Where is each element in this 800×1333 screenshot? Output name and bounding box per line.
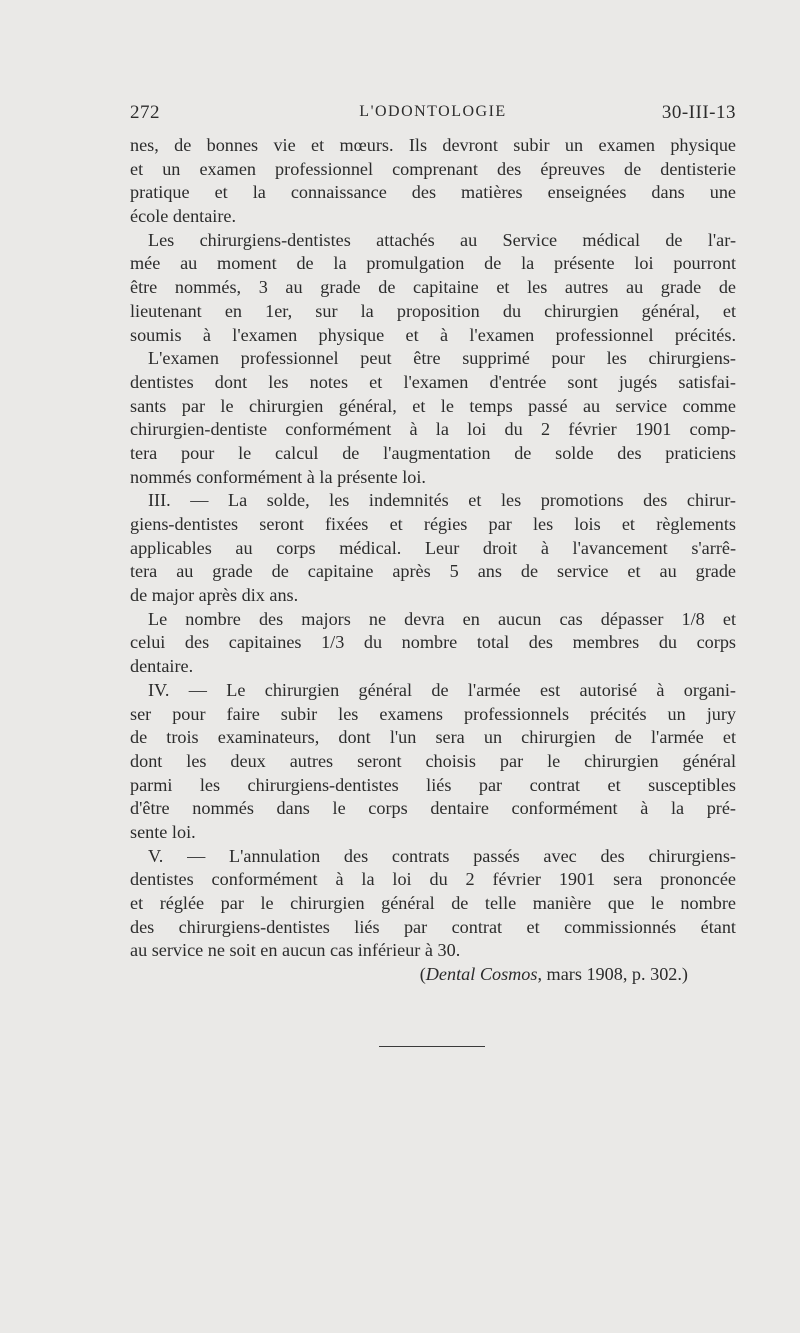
running-head (130, 102, 736, 128)
text-line: tera au grade de capitaine après 5 ans de service et au grade (130, 561, 736, 582)
text-line: soumis à l'examen physique et à l'examen professionnel précités. (130, 324, 736, 345)
text-line: de major après dix ans. (130, 585, 299, 606)
citation-journal: Dental (425, 964, 476, 985)
text-line: Les chirurgiens-dentistes attachés au Service médical de l'ar- (148, 229, 736, 250)
text-line: giens-dentistes seront fixées et régies par les lois et règlements (130, 514, 736, 534)
text-line: d'être nommés dans le corps dentaire conformément à la pré- (130, 798, 736, 819)
text-line: école dentaire. (130, 206, 237, 227)
article-body (130, 134, 736, 987)
text-line: tera pour le calcul de l'augmentation de solde des praticiens (130, 442, 736, 463)
text-line: applicables au corps médical. Leur droit à l'avancement s'arrê- (130, 537, 736, 558)
text-line: dentaire. (130, 656, 194, 677)
text-line: et un examen professionnel comprenant des épreuves de dentisterie (130, 158, 736, 179)
text-line: au service ne soit en aucun cas inférieur à 30. (130, 940, 461, 961)
citation-open: ( (419, 964, 426, 985)
text-line: de trois examinateurs, dont l'un sera un chirurgien de l'armée et (130, 727, 736, 748)
text-line: dont les deux autres seront choisis par le chirurgien général (130, 750, 736, 771)
citation (130, 963, 736, 987)
journal-title: L'ODONTOLOGIE (359, 103, 507, 120)
text-line: sente loi. (130, 821, 196, 842)
text-line: L'examen professionnel peut être supprimé pour les chirurgiens- (148, 348, 736, 369)
issue-date: 30-III-13 (661, 102, 736, 123)
text-line: dentistes dont les notes et l'examen d'entrée sont jugés satisfai- (130, 371, 736, 392)
text-line: chirurgien-dentiste conformément à la loi du 2 février 1901 comp- (130, 419, 736, 440)
text-line: III. — La solde, les indemnités et les promotions des chirur- (148, 490, 736, 511)
text-line: sants par le chirurgien général, et le temps passé au service comme (130, 395, 736, 416)
text-line: des chirurgiens-dentistes liés par contrat et commissionnés étant (130, 916, 736, 937)
text-line: V. — L'annulation des contrats passés avec des chirurgiens- (148, 845, 736, 866)
text-line: nes, de bonnes vie et mœurs. Ils devront subir un examen physique (130, 135, 736, 155)
citation-details: , mars 1908, p. 302.) (537, 964, 688, 985)
text-line: dentistes conformément à la loi du 2 février 1901 sera prononcée (130, 869, 736, 890)
text-line: celui des capitaines 1/3 du nombre total des membres du corps (130, 632, 736, 653)
text-line: ser pour faire subir les examens professionnels précités un jury (130, 703, 736, 724)
text-line: parmi les chirurgiens-dentistes liés par contrat et susceptibles (130, 774, 736, 795)
section-divider (379, 1046, 485, 1047)
text-line: nommés conformément à la présente loi. (130, 466, 426, 487)
text-line: Le nombre des majors ne devra en aucun cas dépasser 1/8 et (148, 608, 736, 629)
page-number: 272 (130, 102, 160, 123)
text-line: et réglée par le chirurgien général de telle manière que le nombre (130, 893, 736, 913)
text-line: lieutenant en 1er, sur la proposition du chirurgien général, et (130, 300, 736, 321)
citation-journal-title: Cosmos (479, 964, 538, 985)
text-line: mée au moment de la promulgation de la présente loi pourront (130, 253, 736, 274)
text-line: être nommés, 3 au grade de capitaine et les autres au grade de (130, 277, 736, 298)
text-line: IV. — Le chirurgien général de l'armée est autorisé à organi- (148, 679, 736, 700)
text-line: pratique et la connaissance des matières enseignées dans une (130, 182, 736, 203)
